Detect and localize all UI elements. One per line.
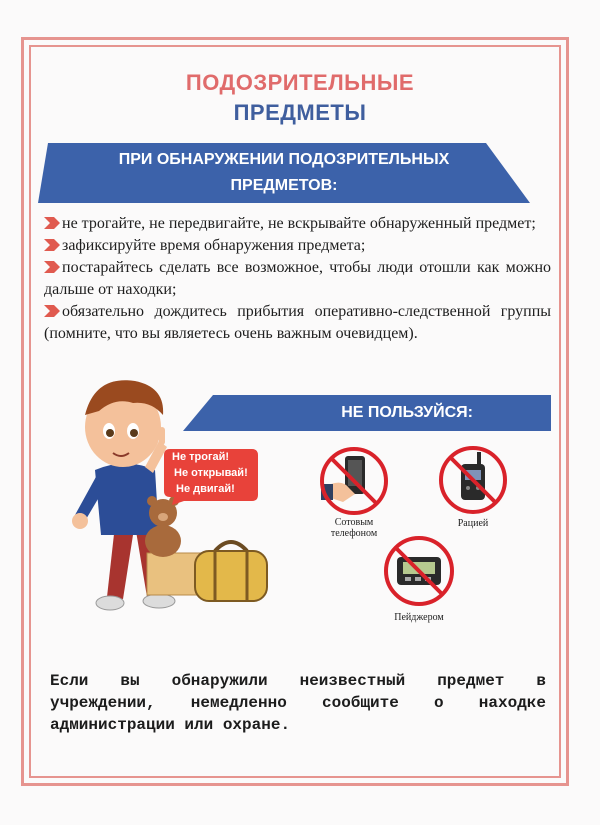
list-item bbox=[44, 235, 551, 257]
chevron-right-icon bbox=[44, 261, 60, 273]
title-line1: ПОДОЗРИТЕЛЬНЫЕ bbox=[185, 70, 415, 95]
speech-line3: Не двигай! bbox=[176, 483, 235, 495]
phone-label-line2: телефоном bbox=[330, 528, 378, 539]
instructions-list bbox=[44, 213, 551, 345]
list-item bbox=[44, 257, 551, 301]
speech-line1: Не трогай! bbox=[172, 451, 230, 463]
list-item bbox=[44, 213, 551, 235]
instructions-banner-line1: ПРИ ОБНАРУЖЕНИИ ПОДОЗРИТЕЛЬНЫХ bbox=[118, 151, 450, 168]
pager-label: Пейджером bbox=[394, 612, 444, 623]
instruction-text: постарайтесь сделать все возможное, чтобы люди отошли как можно дальше от находки; bbox=[44, 259, 551, 298]
title-line2: ПРЕДМЕТЫ bbox=[233, 100, 367, 125]
no-pager-icon bbox=[381, 533, 457, 609]
phone-label bbox=[322, 517, 386, 539]
no-phone-icon bbox=[317, 444, 391, 518]
chevron-right-icon bbox=[44, 217, 60, 229]
instruction-text: зафиксируйте время обнаружения предмета; bbox=[62, 237, 366, 254]
phone-label-line1: Сотовым bbox=[334, 517, 374, 528]
speech-line2: Не открывай! bbox=[174, 467, 248, 479]
instruction-text: не трогайте, не передвигайте, не вскрывайте обнаруженный предмет; bbox=[62, 215, 536, 232]
speech-bubble bbox=[160, 445, 260, 505]
instructions-banner bbox=[38, 143, 530, 203]
chevron-right-icon bbox=[44, 239, 60, 251]
dont-use-label: НЕ ПОЛЬЗУЙСЯ: bbox=[341, 404, 473, 421]
no-radio-icon bbox=[437, 444, 509, 516]
radio-label: Рацией bbox=[457, 518, 489, 529]
instruction-text: обязательно дождитесь прибытия оперативно-следственной группы (помните, что вы являетесь очень важным очевидцем). bbox=[44, 303, 551, 342]
list-item bbox=[44, 301, 551, 345]
footer-notice: Если вы обнаружили неизвестный предмет в учреждении, немедленно сообщите о находке администрации или охране. bbox=[50, 672, 546, 734]
chevron-right-icon bbox=[44, 305, 60, 317]
dont-use-banner bbox=[183, 395, 551, 431]
instructions-banner-line2: ПРЕДМЕТОВ: bbox=[230, 177, 338, 194]
